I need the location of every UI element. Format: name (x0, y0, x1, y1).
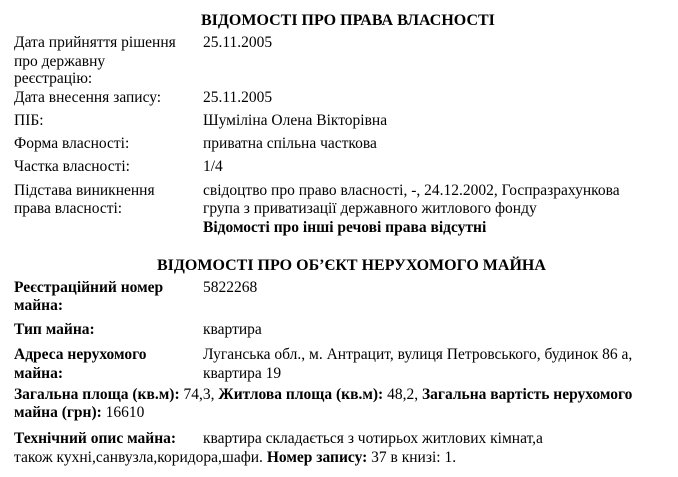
entry-date-value: 25.11.2005 (203, 89, 273, 106)
ownership-share-label: Частка власності: (14, 158, 130, 175)
ownership-basis-value-line2: група з приватизації державного житлового фонду (203, 200, 537, 217)
property-type-label: Тип майна: (14, 321, 95, 338)
ownership-form-value: приватна спільна часткова (203, 135, 377, 152)
address-value-line2: квартира 19 (203, 365, 282, 382)
tech-desc-line2 (14, 448, 456, 467)
record-number-label: Номер запису: (266, 449, 368, 466)
total-value-value: 16610 (105, 404, 145, 421)
ownership-form-label: Форма власності: (14, 135, 130, 152)
address-label-line1: Адреса нерухомого (14, 346, 147, 363)
object-section-title: ВІДОМОСТІ ПРО ОБ’ЄКТ НЕРУХОМОГО МАЙНА (157, 257, 546, 274)
ownership-basis-label-line2: права власності: (14, 200, 123, 217)
ownership-basis-label-line1: Підстава виникнення (14, 182, 155, 199)
total-value-label-cont: майна (грн): (14, 404, 102, 421)
decision-date-label-line1: Дата прийняття рішення (14, 34, 176, 51)
area-line (14, 385, 632, 404)
tech-desc-value-line2: також кухні,санвузла,коридора,шафи. (14, 449, 263, 466)
entry-date-label: Дата внесення запису: (14, 89, 162, 106)
other-rights-note: Відомості про інші речові права відсутні (203, 219, 487, 236)
reg-number-value: 5822268 (203, 279, 258, 296)
total-value-line (14, 403, 144, 422)
living-area-label: Житлова площа (кв.м): (218, 386, 384, 403)
property-type-value: квартира (203, 321, 262, 338)
total-area-value: 74,3, (183, 386, 215, 403)
ownership-basis-value-line1: свідоцтво про право власності, -, 24.12.2002, Госпразрахункова (203, 182, 620, 199)
living-area-value: 48,2, (387, 386, 419, 403)
reg-number-label-line2: майна: (14, 297, 63, 314)
rights-section-title: ВІДОМОСТІ ПРО ПРАВА ВЛАСНОСТІ (201, 12, 495, 29)
address-value-line1: Луганська обл., м. Антрацит, вулиця Петровського, будинок 86 а, (203, 346, 633, 363)
decision-date-label-line2: про державну (14, 53, 106, 70)
address-label-line2: майна: (14, 365, 63, 382)
owner-name-label: ПІБ: (14, 112, 44, 129)
tech-desc-value-line1: квартира складається з чотирьох житлових кімнат,а (203, 430, 543, 447)
tech-desc-label: Технічний опис майна: (14, 430, 177, 447)
decision-date-value: 25.11.2005 (203, 34, 273, 51)
record-number-value: 37 в книзі: 1. (371, 449, 457, 466)
ownership-share-value: 1/4 (203, 158, 223, 175)
decision-date-label-line3: реєстрацію: (14, 70, 93, 87)
reg-number-label-line1: Реєстраційний номер (14, 279, 164, 296)
owner-name-value: Шуміліна Олена Вікторівна (203, 112, 388, 129)
total-area-label: Загальна площа (кв.м): (14, 386, 180, 403)
total-value-label: Загальна вартість нерухомого (421, 386, 633, 403)
